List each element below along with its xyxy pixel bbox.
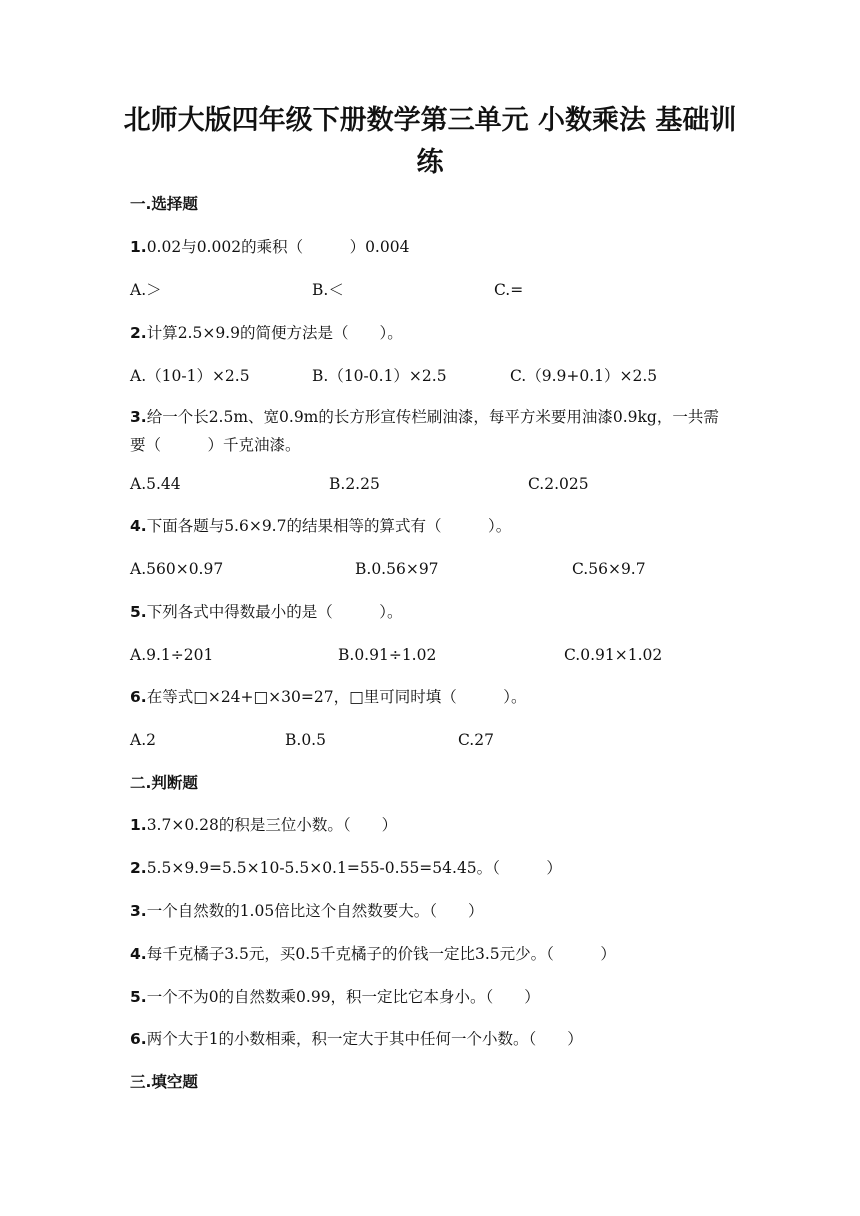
question-number: 5. xyxy=(130,988,147,1006)
section-heading-choice: 一.选择题 xyxy=(130,195,198,213)
question-number: 6. xyxy=(130,1030,147,1048)
option-a: A.9.1÷201 xyxy=(130,646,214,664)
option-a: A.560×0.97 xyxy=(130,560,224,578)
option-b: B.＜ xyxy=(312,281,344,299)
option-a: A.＞ xyxy=(130,281,162,299)
option-c: C.56×9.7 xyxy=(572,560,646,578)
question-number: 2. xyxy=(130,859,147,877)
option-b: B.0.91÷1.02 xyxy=(338,646,437,664)
question-number: 5. xyxy=(130,603,147,621)
option-c: C.27 xyxy=(458,731,494,749)
question-number: 1. xyxy=(130,238,147,256)
question-text: 在等式□×24+□×30=27，□里可同时填（ ）。 xyxy=(146,688,527,706)
section-heading-judge: 二.判断题 xyxy=(130,774,198,792)
option-b: B.（10-0.1）×2.5 xyxy=(312,367,447,385)
question-text: 下面各题与5.6×9.7的结果相等的算式有（ ）。 xyxy=(146,517,512,535)
question-text: 5.5×9.9=5.5×10-5.5×0.1=55-0.55=54.45。（ ） xyxy=(146,859,562,877)
question-text: 一个自然数的1.05倍比这个自然数要大。（ ） xyxy=(146,902,484,920)
question-text: 每千克橘子3.5元，买0.5千克橘子的价钱一定比3.5元少。（ ） xyxy=(146,945,616,963)
option-b: B.0.56×97 xyxy=(355,560,439,578)
judge-question-3 xyxy=(130,900,483,922)
option-b: B.2.25 xyxy=(329,475,380,493)
question-number: 3. xyxy=(130,408,147,426)
option-a: A.5.44 xyxy=(130,475,181,493)
question-text: 一个不为0的自然数乘0.99，积一定比它本身小。（ ） xyxy=(146,988,540,1006)
option-a: A.（10-1）×2.5 xyxy=(130,367,250,385)
question-text: 下列各式中得数最小的是（ ）。 xyxy=(146,603,403,621)
page-title: 北师大版四年级下册数学第三单元 小数乘法 基础训练 xyxy=(123,105,737,178)
option-b: B.0.5 xyxy=(285,731,326,749)
choice-question-2 xyxy=(130,322,403,344)
question-number: 3. xyxy=(130,902,147,920)
question-number: 1. xyxy=(130,816,147,834)
question-text: 两个大于1的小数相乘，积一定大于其中任何一个小数。（ ） xyxy=(146,1030,583,1048)
judge-question-6 xyxy=(130,1028,583,1050)
question-number: 4. xyxy=(130,945,147,963)
choice-question-1 xyxy=(130,236,409,258)
choice-question-6 xyxy=(130,686,527,708)
question-text: 3.7×0.28的积是三位小数。（ ） xyxy=(146,816,398,834)
question-number: 4. xyxy=(130,517,147,535)
judge-question-5 xyxy=(130,986,540,1008)
question-number: 2. xyxy=(130,324,147,342)
section-heading-fill: 三.填空题 xyxy=(130,1073,198,1091)
judge-question-4 xyxy=(130,943,616,965)
option-c: C.（9.9+0.1）×2.5 xyxy=(510,367,658,385)
option-c: C.2.025 xyxy=(528,475,589,493)
question-text: 计算2.5×9.9的简便方法是（ ）。 xyxy=(146,324,403,342)
question-number: 6. xyxy=(130,688,147,706)
option-c: C.= xyxy=(494,281,524,299)
question-text: 给一个长2.5m、宽0.9m的长方形宣传栏刷油漆，每平方米要用油漆0.9kg，一共需要（ ）千克油漆。 xyxy=(130,408,719,454)
judge-question-2 xyxy=(130,857,562,879)
choice-question-4 xyxy=(130,515,511,537)
choice-question-3 xyxy=(130,403,730,459)
option-c: C.0.91×1.02 xyxy=(564,646,663,664)
judge-question-1 xyxy=(130,814,397,836)
choice-question-5 xyxy=(130,601,402,623)
option-a: A.2 xyxy=(130,731,156,749)
question-text: 0.02与0.002的乘积（ ）0.004 xyxy=(146,238,410,256)
